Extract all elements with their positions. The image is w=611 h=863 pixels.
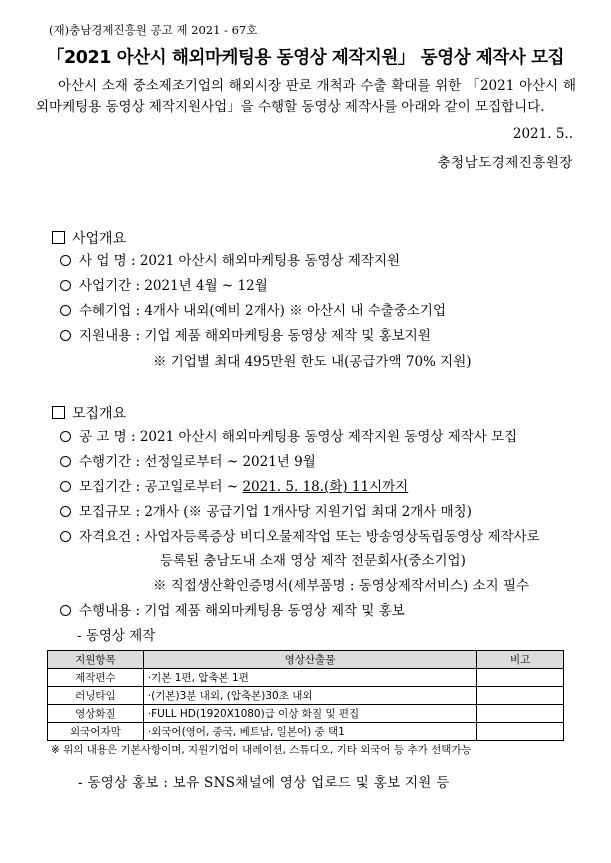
recruit-item-scale: 모집규모 : 2개사 (※ 공급기업 1개사당 지원기업 최대 2개사 매칭) <box>60 500 472 520</box>
deliverables-table <box>47 650 564 741</box>
recruit-item-notice-period: 모집기간 : 공고일로부터 ~ 2021. 5. 18.(화) 11시까지 <box>60 475 408 495</box>
circle-bullet-icon <box>60 531 71 542</box>
video-promotion-line: - 동영상 홍보 : 보유 SNS채널에 영상 업로드 및 홍보 지원 등 <box>78 775 450 791</box>
checkbox-square-icon <box>52 231 65 244</box>
recruit-item-content: 수행내용 : 기업 제품 해외마케팅용 동영상 제작 및 홍보 <box>60 599 405 619</box>
page-title: 「2021 아산시 해외마케팅용 동영상 제작지원」 동영상 제작사 모집 <box>46 48 565 68</box>
table-cell <box>477 687 564 705</box>
table-header-cell: 비고 <box>477 651 564 669</box>
table-header-row <box>48 651 564 669</box>
qualification-line2: 등록된 충남도내 소재 영상 제작 전문회사(중소기업) <box>160 553 466 569</box>
section-business-heading: 사업개요 <box>52 228 126 248</box>
table-header-cell: 영상산출물 <box>143 651 476 669</box>
circle-bullet-icon <box>60 255 71 266</box>
circle-bullet-icon <box>60 431 71 442</box>
business-item-name: 사 업 명 : 2021 아산시 해외마케팅용 동영상 제작지원 <box>60 249 400 269</box>
table-cell: ·외국어(영어, 중국, 베트남, 일본어) 중 택1 <box>143 723 476 741</box>
table-row <box>48 687 564 705</box>
business-item-beneficiary: 수혜기업 : 4개사 내외(예비 2개사) ※ 아산시 내 수출중소기업 <box>60 299 446 319</box>
circle-bullet-icon <box>60 330 71 341</box>
table-cell <box>477 723 564 741</box>
circle-bullet-icon <box>60 605 71 616</box>
recruit-item-period: 수행기간 : 선정일로부터 ~ 2021년 9월 <box>60 450 316 470</box>
circle-bullet-icon <box>60 456 71 467</box>
table-cell: 외국어자막 <box>48 723 144 741</box>
table-cell: ·(기본)3분 내외, (압축본)30초 내외 <box>143 687 476 705</box>
issuer-name: 충청남도경제진흥원장 <box>437 155 573 171</box>
table-header-cell: 지원항목 <box>48 651 144 669</box>
circle-bullet-icon <box>60 280 71 291</box>
table-cell: 제작편수 <box>48 669 144 687</box>
table-cell: 영상화질 <box>48 705 144 723</box>
business-item-period: 사업기간 : 2021년 4월 ~ 12월 <box>60 274 268 294</box>
business-support-note: ※ 기업별 최대 495만원 한도 내(공급가액 70% 지원) <box>153 354 472 370</box>
table-cell <box>477 705 564 723</box>
checkbox-square-icon <box>52 406 65 419</box>
table-row <box>48 705 564 723</box>
deadline-text: 2021. 5. 18.(화) 11시까지 <box>242 479 409 495</box>
notice-number: (재)충남경제진흥원 공고 제 2021 - 67호 <box>49 23 258 37</box>
recruit-item-announcement: 공 고 명 : 2021 아산시 해외마케팅용 동영상 제작지원 동영상 제작사 모집 <box>60 425 517 445</box>
table-row <box>48 669 564 687</box>
section-recruit-heading: 모집개요 <box>52 403 126 423</box>
recruit-item-qualification: 자격요건 : 사업자등록증상 비디오물제작업 또는 방송영상독립동영상 제작사로 <box>60 525 540 545</box>
circle-bullet-icon <box>60 481 71 492</box>
intro-paragraph: 아산시 소재 중소제조기업의 해외시장 판로 개척과 수출 확대를 위한 「2021 아산시 해외마케팅용 동영상 제작지원사업」을 수행할 동영상 제작사를 아래와 같이 모집합니다. <box>36 78 576 115</box>
video-production-subheading: - 동영상 제작 <box>77 628 156 644</box>
table-cell: ·기본 1편, 압축본 1편 <box>143 669 476 687</box>
table-footnote: ※ 위의 내용은 기본사항이며, 지원기업이 내레이션, 스튜디오, 기타 외국어 등 추가 선택가능 <box>51 744 472 756</box>
table-cell: 러닝타임 <box>48 687 144 705</box>
business-item-support: 지원내용 : 기업 제품 해외마케팅용 동영상 제작 및 홍보지원 <box>60 324 431 344</box>
table-cell: ·FULL HD(1920X1080)급 이상 화질 및 편집 <box>143 705 476 723</box>
table-row <box>48 723 564 741</box>
notice-date: 2021. 5.. <box>512 126 573 142</box>
circle-bullet-icon <box>60 305 71 316</box>
circle-bullet-icon <box>60 506 71 517</box>
qualification-note: ※ 직접생산확인증명서(세부품명 : 동영상제작서비스) 소지 필수 <box>153 578 530 594</box>
table-cell <box>477 669 564 687</box>
